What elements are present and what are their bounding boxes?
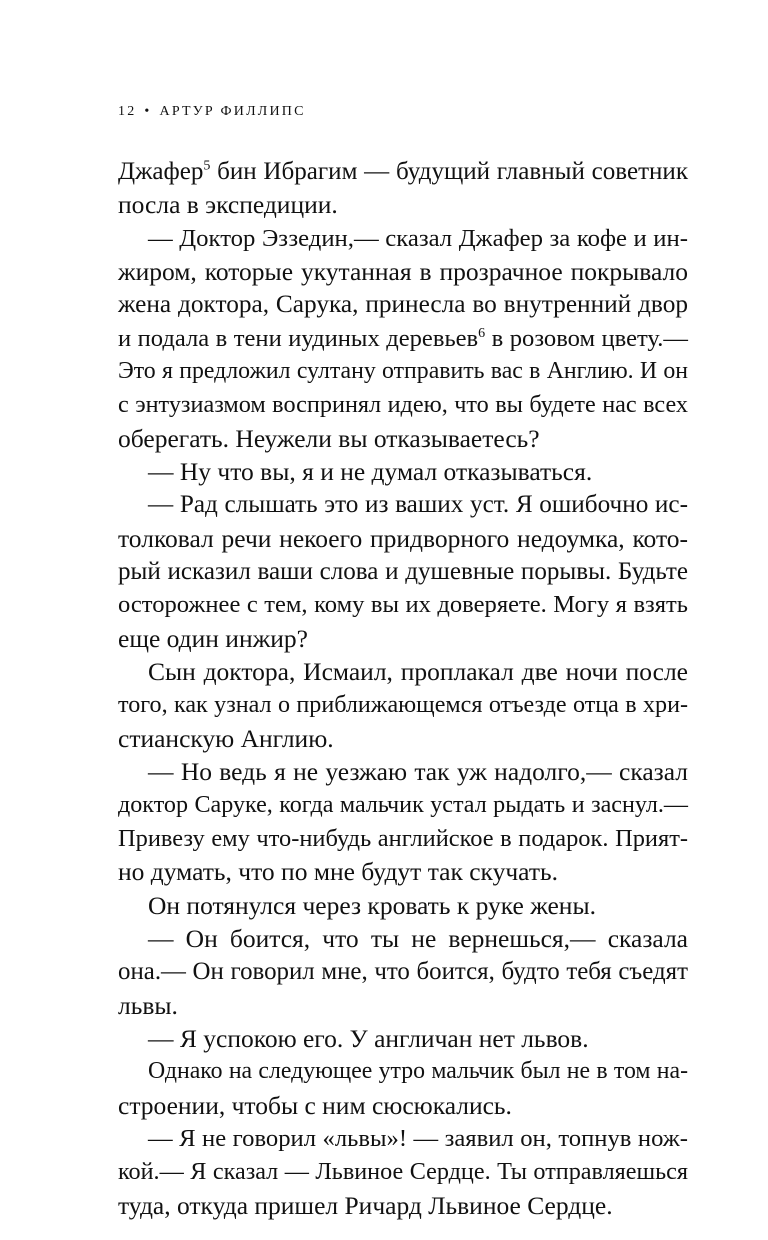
text-line — [118, 689, 688, 722]
text-line — [118, 755, 688, 788]
text-fragment: в розовом цвету.— — [485, 324, 688, 352]
page-number: 12 — [118, 104, 137, 119]
text-line — [118, 588, 688, 621]
text-line — [118, 222, 688, 255]
text-line — [118, 822, 688, 855]
text-line — [118, 388, 688, 421]
text-fragment: кой.— Я сказал — Львиное Сердце. Ты отправляешься — [118, 1158, 688, 1186]
text-line — [118, 622, 688, 655]
body-text — [118, 155, 688, 1222]
text-line — [118, 155, 688, 188]
header-author: АРТУР ФИЛЛИПС — [159, 104, 306, 119]
text-line — [118, 255, 688, 288]
text-line — [118, 955, 688, 988]
text-fragment: Однако на следующее утро мальчик был не в том на- — [148, 1058, 688, 1085]
text-line — [118, 855, 688, 888]
text-line — [118, 288, 688, 321]
text-fragment: жиром, которые укутанная в прозрачное покрывало — [118, 257, 688, 287]
text-fragment: — Ну что вы, я и не думал отказываться. — [148, 457, 593, 487]
text-line — [118, 922, 688, 955]
text-fragment: строении, чтобы с ним сюсюкались. — [118, 1090, 512, 1120]
text-fragment: Привезу ему что-нибудь английское в подарок. Прият- — [118, 824, 688, 852]
text-line — [118, 322, 688, 355]
text-line — [118, 555, 688, 588]
text-fragment: — Я не говорил «львы»! — заявил он, топнув нож- — [148, 1124, 688, 1152]
text-line — [118, 455, 688, 488]
header-separator: • — [144, 104, 152, 119]
text-line — [118, 655, 688, 688]
text-fragment: рый исказил ваши слова и душевные порывы. Будьте — [118, 558, 688, 586]
text-fragment: посла в экспедиции. — [118, 190, 338, 220]
text-line — [118, 355, 688, 388]
text-fragment: но думать, что по мне будут так скучать. — [118, 857, 558, 887]
text-fragment: она.— Он говорил мне, что боится, будто тебя съедят — [118, 958, 688, 986]
text-line — [118, 188, 688, 221]
text-fragment: толковал речи некоего придворного недоумка, кото- — [118, 523, 688, 553]
text-fragment: — Он боится, что ты не вернешься,— сказала — [148, 923, 688, 953]
text-line — [118, 1089, 688, 1122]
text-fragment: Сын доктора, Исмаил, проплакал две ночи после — [148, 657, 688, 687]
text-line — [118, 1122, 688, 1155]
text-fragment: Джафер — [118, 158, 204, 185]
text-fragment: — Доктор Эззедин,— сказал Джафер за кофе и ин- — [148, 224, 688, 252]
text-fragment: — Рад слышать это из ваших уст. Я ошибочно ис- — [148, 491, 688, 519]
text-fragment: — Но ведь я не уезжаю так уж надолго,— сказал — [148, 757, 688, 787]
text-line — [118, 889, 688, 922]
running-header — [118, 104, 306, 120]
text-fragment: и подала в тени иудиных деревьев — [118, 324, 479, 352]
text-fragment: туда, откуда пришел Ричард Львиное Сердце. — [118, 1190, 613, 1220]
text-line — [118, 1155, 688, 1188]
text-fragment: еще один инжир? — [118, 623, 308, 653]
text-line — [118, 1189, 688, 1222]
text-fragment: доктор Саруке, когда мальчик устал рыдать и заснул.— — [118, 791, 688, 818]
text-line — [118, 422, 688, 455]
text-fragment: жена доктора, Сарука, принесла во внутренний двор — [118, 290, 688, 319]
text-line — [118, 1022, 688, 1055]
text-fragment: оберегать. Неужели вы отказываетесь? — [118, 423, 540, 453]
text-fragment: — Я успокою его. У англичан нет львов. — [148, 1023, 589, 1053]
text-line — [118, 1055, 688, 1088]
text-line — [118, 789, 688, 822]
footnote-ref: 5 — [203, 158, 211, 174]
text-line — [118, 989, 688, 1022]
text-line — [118, 488, 688, 521]
text-line — [118, 722, 688, 755]
text-fragment: бин Ибрагим — будущий главный советник — [210, 158, 688, 185]
text-line — [118, 522, 688, 555]
text-fragment: Он потянулся через кровать к руке жены. — [148, 890, 596, 920]
text-fragment: стианскую Англию. — [118, 723, 334, 753]
text-fragment: осторожнее с тем, кому вы их доверяете. Могу я взять — [118, 591, 688, 619]
text-fragment: того, как узнал о приближающемся отъезде отца в хри- — [118, 691, 688, 718]
text-fragment: Это я предложил султану отправить вас в Англию. И он — [118, 358, 688, 385]
footnote-ref: 6 — [478, 325, 486, 341]
text-fragment: львы. — [118, 990, 178, 1020]
text-fragment: с энтузиазмом воспринял идею, что вы будете нас всех — [118, 391, 688, 419]
